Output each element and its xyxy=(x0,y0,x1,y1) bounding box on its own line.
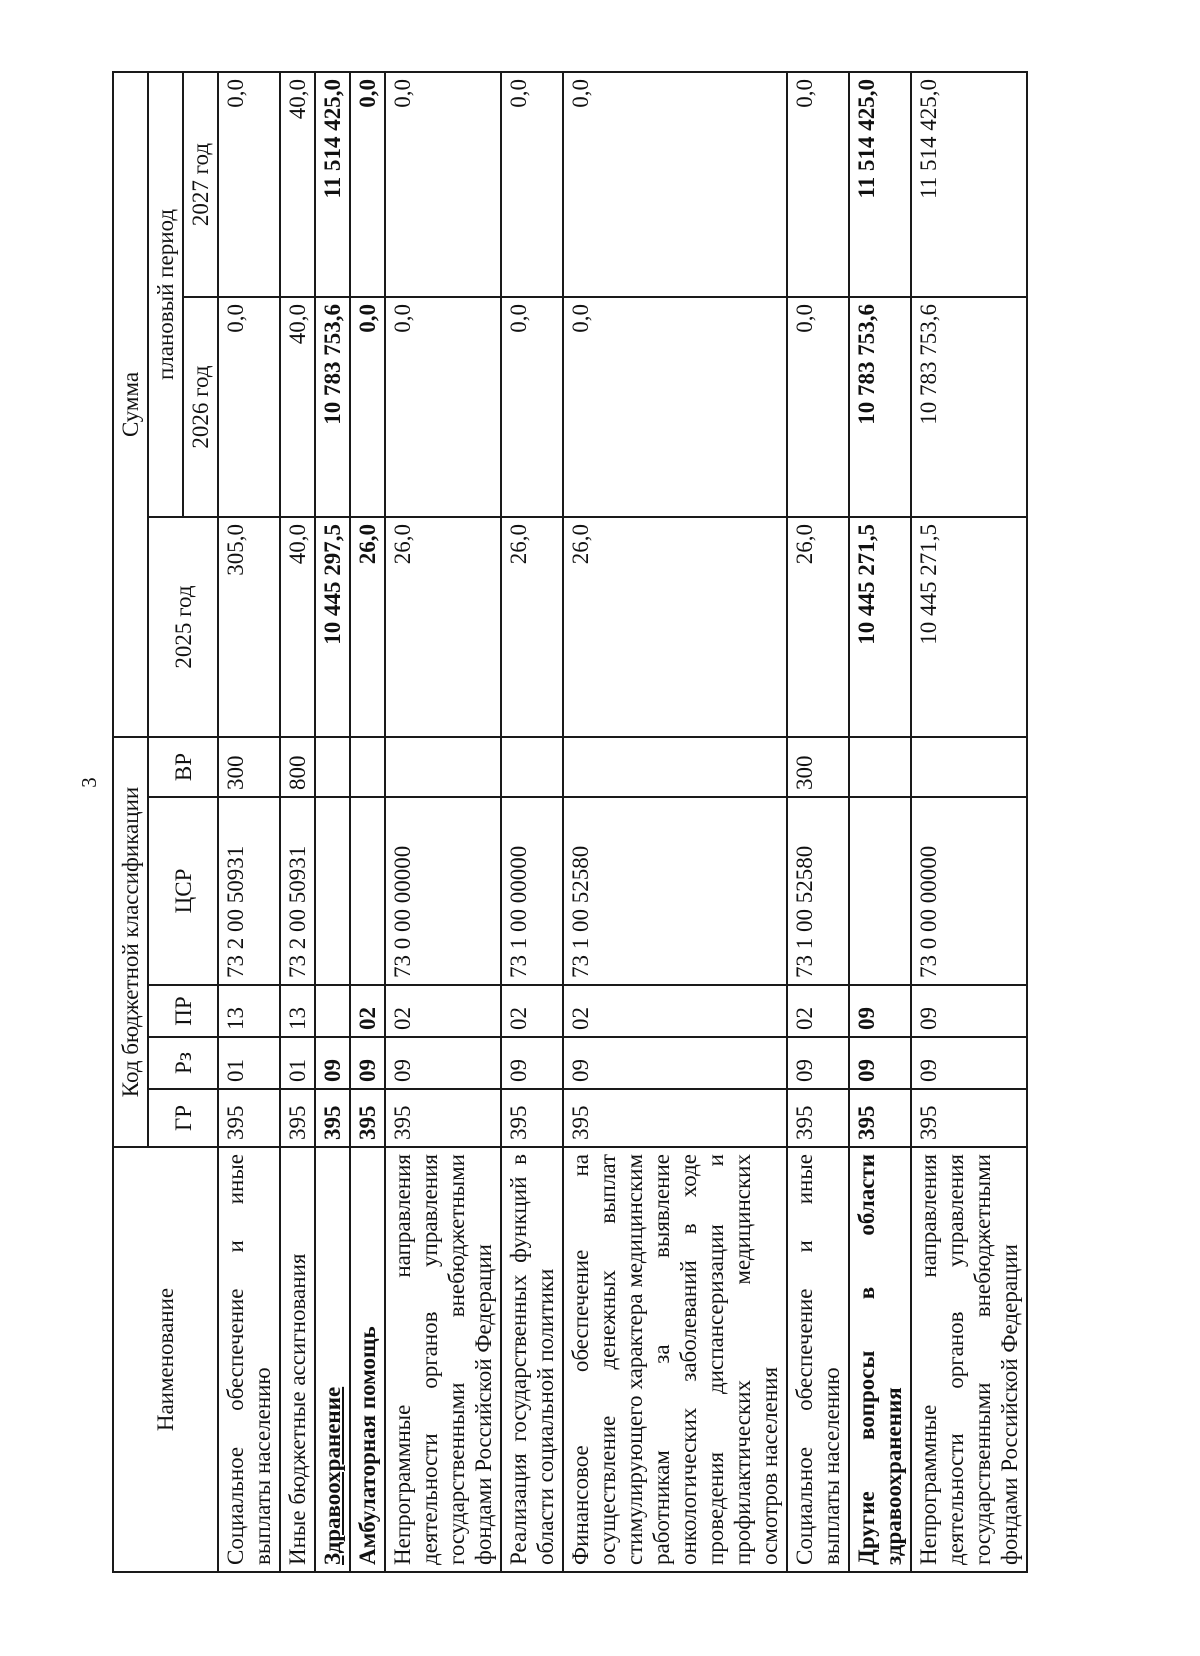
header-year-2025: 2025 год xyxy=(148,517,218,737)
row-code-gr: 395 xyxy=(280,1089,315,1147)
header-year-2026: 2026 год xyxy=(183,297,218,517)
row-code-pr: 13 xyxy=(218,985,280,1037)
row-sum-2025: 10 445 271,5 xyxy=(911,517,1027,737)
row-code-pr: 13 xyxy=(280,985,315,1037)
row-code-vr xyxy=(315,737,350,797)
row-code-gr: 395 xyxy=(501,1089,563,1147)
row-sum-2026: 10 783 753,6 xyxy=(911,297,1027,517)
row-sum-2026: 0,0 xyxy=(385,297,501,517)
row-code-rz: 09 xyxy=(849,1037,911,1089)
row-code-pr xyxy=(315,985,350,1037)
row-name: Реализация государственных функций в области социальной политики xyxy=(501,1147,563,1572)
row-name: Непрограммные направления деятельности органов управления государственными внебюджетными фондами Российской Федерации xyxy=(911,1147,1027,1572)
row-code-csr: 73 2 00 50931 xyxy=(280,797,315,985)
row-code-csr: 73 1 00 52580 xyxy=(787,797,849,985)
row-code-pr: 09 xyxy=(911,985,1027,1037)
row-code-csr: 73 2 00 50931 xyxy=(218,797,280,985)
table-row xyxy=(350,72,385,1572)
row-code-rz: 09 xyxy=(350,1037,385,1089)
row-sum-2025: 26,0 xyxy=(563,517,787,737)
row-code-vr xyxy=(563,737,787,797)
row-code-vr xyxy=(501,737,563,797)
header-code-rz: Рз xyxy=(148,1037,218,1089)
row-code-pr: 09 xyxy=(849,985,911,1037)
row-sum-2026: 0,0 xyxy=(563,297,787,517)
table-row xyxy=(787,72,849,1572)
row-sum-2025: 26,0 xyxy=(350,517,385,737)
row-code-vr xyxy=(350,737,385,797)
page-number: 3 xyxy=(76,777,101,788)
row-code-csr xyxy=(350,797,385,985)
row-sum-2027: 11 514 425,0 xyxy=(849,72,911,297)
row-code-gr: 395 xyxy=(911,1089,1027,1147)
header-planning-period: плановый период xyxy=(148,72,183,517)
row-name: Финансовое обеспечение на осуществление денежных выплат стимулирующего характера медицинским работникам за выявление онкологических заболеваний в ходе проведения диспансеризации и профилактических медицинских осмотров населения xyxy=(563,1147,787,1572)
row-sum-2026: 10 783 753,6 xyxy=(315,297,350,517)
row-name: Социальное обеспечение и иные выплаты населению xyxy=(787,1147,849,1572)
row-sum-2026: 10 783 753,6 xyxy=(849,297,911,517)
table-row xyxy=(218,72,280,1572)
row-sum-2026: 40,0 xyxy=(280,297,315,517)
row-sum-2027: 0,0 xyxy=(350,72,385,297)
row-code-csr xyxy=(315,797,350,985)
row-code-pr: 02 xyxy=(787,985,849,1037)
row-code-csr: 73 1 00 00000 xyxy=(501,797,563,985)
row-name: Непрограммные направления деятельности органов управления государственными внебюджетными фондами Российской Федерации xyxy=(385,1147,501,1572)
row-code-csr xyxy=(849,797,911,985)
row-code-gr: 395 xyxy=(849,1089,911,1147)
row-sum-2025: 26,0 xyxy=(385,517,501,737)
table-row xyxy=(501,72,563,1572)
row-code-gr: 395 xyxy=(385,1089,501,1147)
table-row xyxy=(563,72,787,1572)
row-code-rz: 01 xyxy=(218,1037,280,1089)
header-code-csr: ЦСР xyxy=(148,797,218,985)
row-sum-2027: 11 514 425,0 xyxy=(315,72,350,297)
budget-table xyxy=(112,71,1028,1573)
table-body xyxy=(218,72,1027,1572)
row-sum-2027: 0,0 xyxy=(385,72,501,297)
row-code-gr: 395 xyxy=(787,1089,849,1147)
row-code-pr: 02 xyxy=(563,985,787,1037)
row-name-text: Здравоохранение xyxy=(320,1386,345,1565)
document-page-rotated xyxy=(112,73,1052,1573)
row-code-pr: 02 xyxy=(350,985,385,1037)
header-code-pr: ПР xyxy=(148,985,218,1037)
row-code-vr: 800 xyxy=(280,737,315,797)
row-sum-2027: 40,0 xyxy=(280,72,315,297)
row-name xyxy=(315,1147,350,1572)
row-sum-2027: 0,0 xyxy=(563,72,787,297)
row-code-rz: 01 xyxy=(280,1037,315,1089)
table-row xyxy=(849,72,911,1572)
row-sum-2025: 10 445 271,5 xyxy=(849,517,911,737)
row-code-rz: 09 xyxy=(385,1037,501,1089)
table-row xyxy=(385,72,501,1572)
row-sum-2026: 0,0 xyxy=(501,297,563,517)
row-sum-2025: 26,0 xyxy=(501,517,563,737)
row-code-rz: 09 xyxy=(563,1037,787,1089)
row-code-gr: 395 xyxy=(563,1089,787,1147)
row-code-gr: 395 xyxy=(350,1089,385,1147)
row-sum-2026: 0,0 xyxy=(350,297,385,517)
header-year-2027: 2027 год xyxy=(183,72,218,297)
row-code-rz: 09 xyxy=(787,1037,849,1089)
table-row xyxy=(911,72,1027,1572)
row-code-rz: 09 xyxy=(501,1037,563,1089)
row-name: Амбулаторная помощь xyxy=(350,1147,385,1572)
row-sum-2026: 0,0 xyxy=(218,297,280,517)
table-row xyxy=(315,72,350,1572)
header-sum: Сумма xyxy=(113,72,148,737)
row-code-rz: 09 xyxy=(315,1037,350,1089)
row-sum-2027: 0,0 xyxy=(787,72,849,297)
row-sum-2027: 0,0 xyxy=(501,72,563,297)
table-row xyxy=(280,72,315,1572)
row-code-rz: 09 xyxy=(911,1037,1027,1089)
row-code-csr: 73 1 00 52580 xyxy=(563,797,787,985)
row-sum-2025: 26,0 xyxy=(787,517,849,737)
row-code-vr: 300 xyxy=(218,737,280,797)
row-name: Иные бюджетные ассигнования xyxy=(280,1147,315,1572)
row-sum-2026: 0,0 xyxy=(787,297,849,517)
row-code-pr: 02 xyxy=(385,985,501,1037)
row-code-vr xyxy=(849,737,911,797)
row-name: Социальное обеспечение и иные выплаты населению xyxy=(218,1147,280,1572)
header-code-vr: ВР xyxy=(148,737,218,797)
row-code-vr xyxy=(385,737,501,797)
row-sum-2027: 11 514 425,0 xyxy=(911,72,1027,297)
row-sum-2027: 0,0 xyxy=(218,72,280,297)
row-sum-2025: 305,0 xyxy=(218,517,280,737)
header-name: Наименование xyxy=(113,1147,218,1572)
header-code-gr: ГР xyxy=(148,1089,218,1147)
row-sum-2025: 10 445 297,5 xyxy=(315,517,350,737)
row-sum-2025: 40,0 xyxy=(280,517,315,737)
row-name: Другие вопросы в области здравоохранения xyxy=(849,1147,911,1572)
row-code-vr xyxy=(911,737,1027,797)
row-code-vr: 300 xyxy=(787,737,849,797)
row-code-gr: 395 xyxy=(218,1089,280,1147)
row-code-pr: 02 xyxy=(501,985,563,1037)
row-code-gr: 395 xyxy=(315,1089,350,1147)
row-code-csr: 73 0 00 00000 xyxy=(385,797,501,985)
row-code-csr: 73 0 00 00000 xyxy=(911,797,1027,985)
header-classification: Код бюджетной классификации xyxy=(113,737,148,1147)
